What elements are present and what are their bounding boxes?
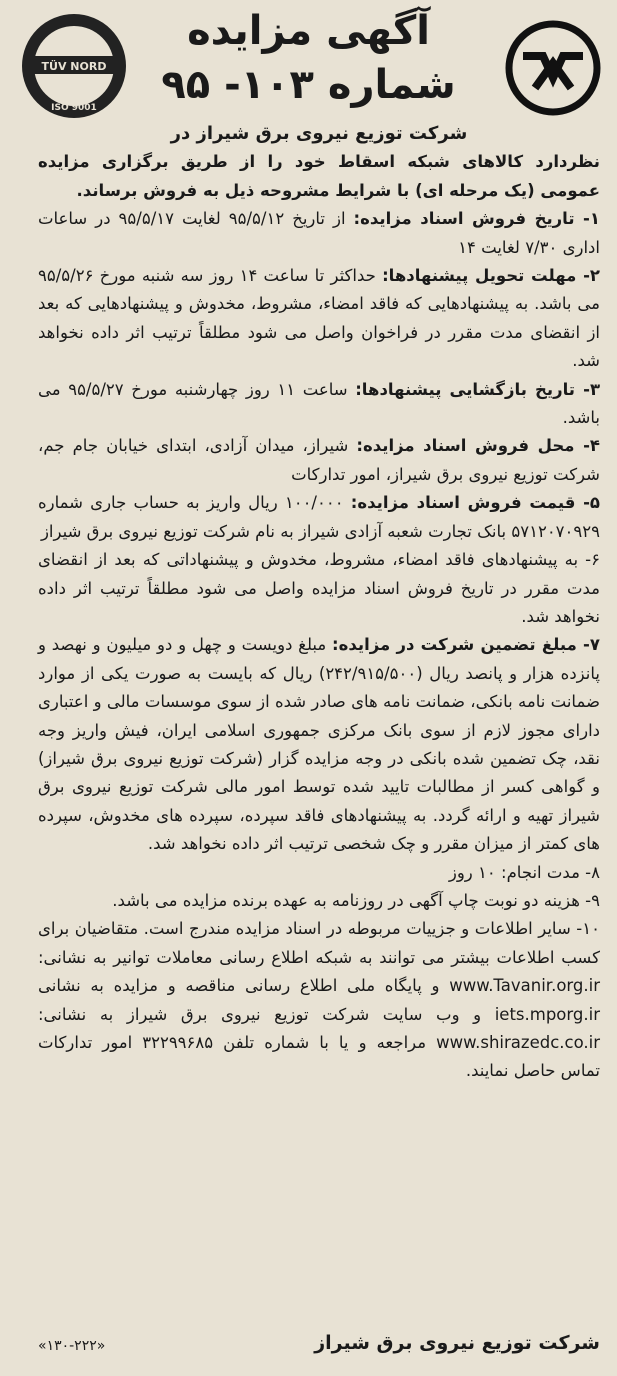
ad-code: «۱۳۰-۲۲۲» <box>38 1338 106 1354</box>
intro-heading: شرکت توزیع نیروی برق شیراز در <box>170 123 468 144</box>
signature: شرکت توزیع نیروی برق شیراز <box>314 1332 600 1354</box>
item-1: ۱- تاریخ فروش اسناد مزایده: از تاریخ ۹۵/۵/۱۲ لغایت ۹۵/۵/۱۷ در ساعات اداری ۷/۳۰ لغایت ۱۴ <box>38 209 600 257</box>
intro-text: نظردارد کالاهای شبکه اسقاط خود را از طریق برگزاری مزایده عمومی (یک مرحله ای) با شرایط مشروحه ذیل به فروش برساند. <box>38 152 600 200</box>
iso-text: ISO 9001 <box>51 103 97 113</box>
item-6: ۶- به پیشنهادهای فاقد امضاء، مشروط، مخدوش و پیشنهاداتی که بعد از انقضای مدت مقرر در تاریخ فروش اسناد مزایده واصل می شود مطلقاً ترتیب اثر داده نخواهد شد. <box>38 550 600 626</box>
item-2: ۲- مهلت تحویل پیشنهادها: حداکثر تا ساعت ۱۴ روز سه شنبه مورخ ۹۵/۵/۲۶ می باشد. به پیشنهادهایی که فاقد امضاء، مشروط، مخدوش و پیشنهادهایی که بعد از انقضای مدت مقرر در فراخوان واصل می شود مطلقاً ترتیب اثر داده نخواهد شد. <box>38 266 600 371</box>
item-3: ۳- تاریخ بازگشایی پیشنهادها: ساعت ۱۱ روز چهارشنبه مورخ ۹۵/۵/۲۷ می باشد. <box>38 379 601 428</box>
item-8: ۸- مدت انجام: ۱۰ روز <box>448 862 600 882</box>
power-company-logo <box>503 18 603 118</box>
item-4: ۴- محل فروش اسناد مزایده: شیراز، میدان آزادی، ابتدای خیابان جام جم، شرکت توزیع نیروی برق شیراز، امور تدارکات <box>38 436 600 484</box>
notice-number: شماره ۱۰۳- ۹۵ <box>161 62 456 108</box>
header <box>0 0 617 135</box>
tuv-text: TÜV NORD <box>41 60 107 73</box>
notice-title: آگهی مزایده <box>187 8 430 54</box>
item-5: ۵- قیمت فروش اسناد مزایده: ۱۰۰/۰۰۰ ریال واریز به حساب جاری شماره ۵۷۱۲۰۷۰۹۲۹ بانک تجارت شعبه آزادی شیراز به نام شرکت توزیع نیروی برق شیراز <box>38 493 600 541</box>
notice-body <box>38 120 600 1086</box>
item-10: ۱۰- سایر اطلاعات و جزییات مربوطه در اسناد مزایده مندرج است. متقاضیان برای کسب اطلاعات بیشتر می توانند به شبکه اطلاع رسانی معاملات توانیر به نشانی: www.Tavanir.org.ir و پایگاه ملی اطلاع رسانی مناقصه و مزایده به نشانی iets.mporg.ir و وب سایت شرکت توزیع نیروی برق شیراز به نشانی: www.shirazedc.co.ir مراجعه و یا با شماره تلفن ۳۲۲۹۹۶۸۵ امور تدارکات تماس حاصل نمایند. <box>38 919 600 1081</box>
item-9: ۹- هزینه دو نوبت چاپ آگهی در روزنامه به عهده برنده مزایده می باشد. <box>112 890 600 910</box>
item-7: ۷- مبلغ تضمین شرکت در مزایده: مبلغ دویست و چهل و دو میلیون و نهصد و پانزده هزار و پانصد ریال (۲۴۲/۹۱۵/۵۰۰) ریال که بایست به صورت یکی از موارد ضمانت نامه بانکی، ضمانت نامه های صادر شده از سوی موسسات مالی و اعتباری دارای مجوز لازم از سوی بانک مرکزی جمهوری اسلامی ایران، فیش واریز وجه نقد، چک تضمین شده بانکی در وجه مزایده گزار (شرکت توزیع نیروی برق شیراز) و گواهی کسر از مطالبات تایید شده توسط امور مالی شرکت توزیع نیروی برق شیراز تهیه و ارائه گردد. به پیشنهادهای فاقد سپرده، سپرده های مخدوش، سپرده های کمتر از میزان مقرر و چک شخصی ترتیب اثر داده نخواهد شد. <box>38 635 600 854</box>
tuv-nord-iso-logo <box>18 10 130 122</box>
